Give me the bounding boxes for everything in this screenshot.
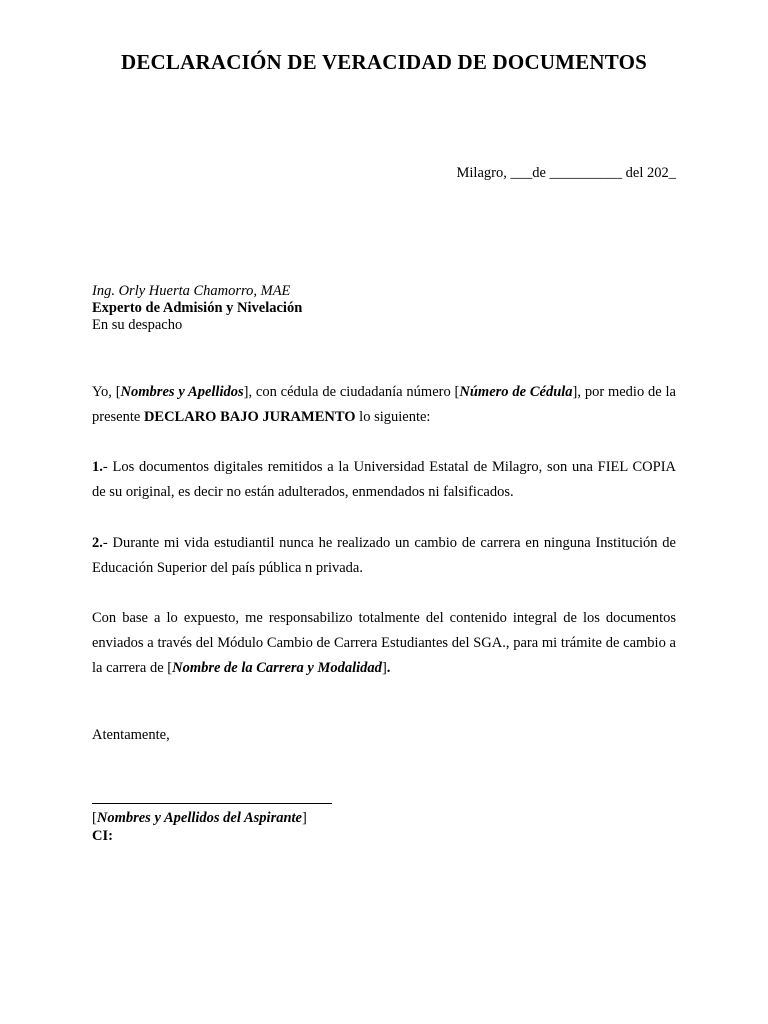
signature-name-placeholder: Nombres y Apellidos del Aspirante (96, 810, 302, 826)
item-2-text: - Durante mi vida estudiantil nunca he realizado un cambio de carrera en ninguna Institución de Educación Superior del país pública n privada. (92, 535, 676, 576)
placeholder-id-number: Número de Cédula (459, 384, 573, 400)
signature-ci: CI: (92, 828, 113, 844)
paragraph-item-1 (92, 455, 676, 505)
p1-text-4: lo siguiente: (355, 409, 431, 425)
paragraph-declaration (92, 380, 676, 430)
p1-text-3: ], por medio de la presente (92, 384, 676, 425)
addressee-office: En su despacho (92, 317, 183, 333)
item-1-text: - Los documentos digitales remitidos a la Universidad Estatal de Milagro, son una FIEL COPIA de su original, es decir no están adulterados, enmendados ni falsificados. (92, 459, 676, 500)
addressee-role: Experto de Admisión y Nivelación (92, 300, 303, 316)
signature-block (92, 809, 307, 845)
item-2-number: 2. (92, 535, 103, 551)
document-title: DECLARACIÓN DE VERACIDAD DE DOCUMENTOS (120, 50, 648, 74)
p1-text-2: ], con cédula de ciudadanía número [ (243, 384, 460, 400)
sworn-declaration: DECLARO BAJO JURAMENTO (143, 409, 356, 425)
signature-name-line (92, 809, 307, 827)
addressee-name: Ing. Orly Huerta Chamorro, MAE (92, 283, 291, 299)
p1-text-1: Yo, [ (92, 384, 121, 400)
p4-text-1: Con base a lo expuesto, me responsabilizo totalmente del contenido integral de los documentos enviados a través del Módulo Cambio de Carrera Estudiantes del SGA., para mi trámite de cambio a la carrera de [ (92, 610, 676, 676)
sig-bracket-close: ] (302, 810, 307, 826)
placeholder-career: Nombre de la Carrera y Modalidad (172, 660, 382, 676)
item-1-number: 1. (92, 459, 103, 475)
signature-line (92, 803, 332, 804)
paragraph-responsibility (92, 606, 676, 681)
p4-text-3: . (386, 660, 391, 676)
placeholder-names: Nombres y Apellidos (120, 384, 244, 400)
sig-bracket-open: [ (92, 810, 97, 826)
addressee-block (92, 283, 302, 334)
closing: Atentamente, (92, 727, 170, 743)
dateline: Milagro, ___de __________ del 202_ (456, 165, 676, 181)
p4-text-2: ] (381, 660, 387, 676)
paragraph-item-2 (92, 531, 676, 581)
